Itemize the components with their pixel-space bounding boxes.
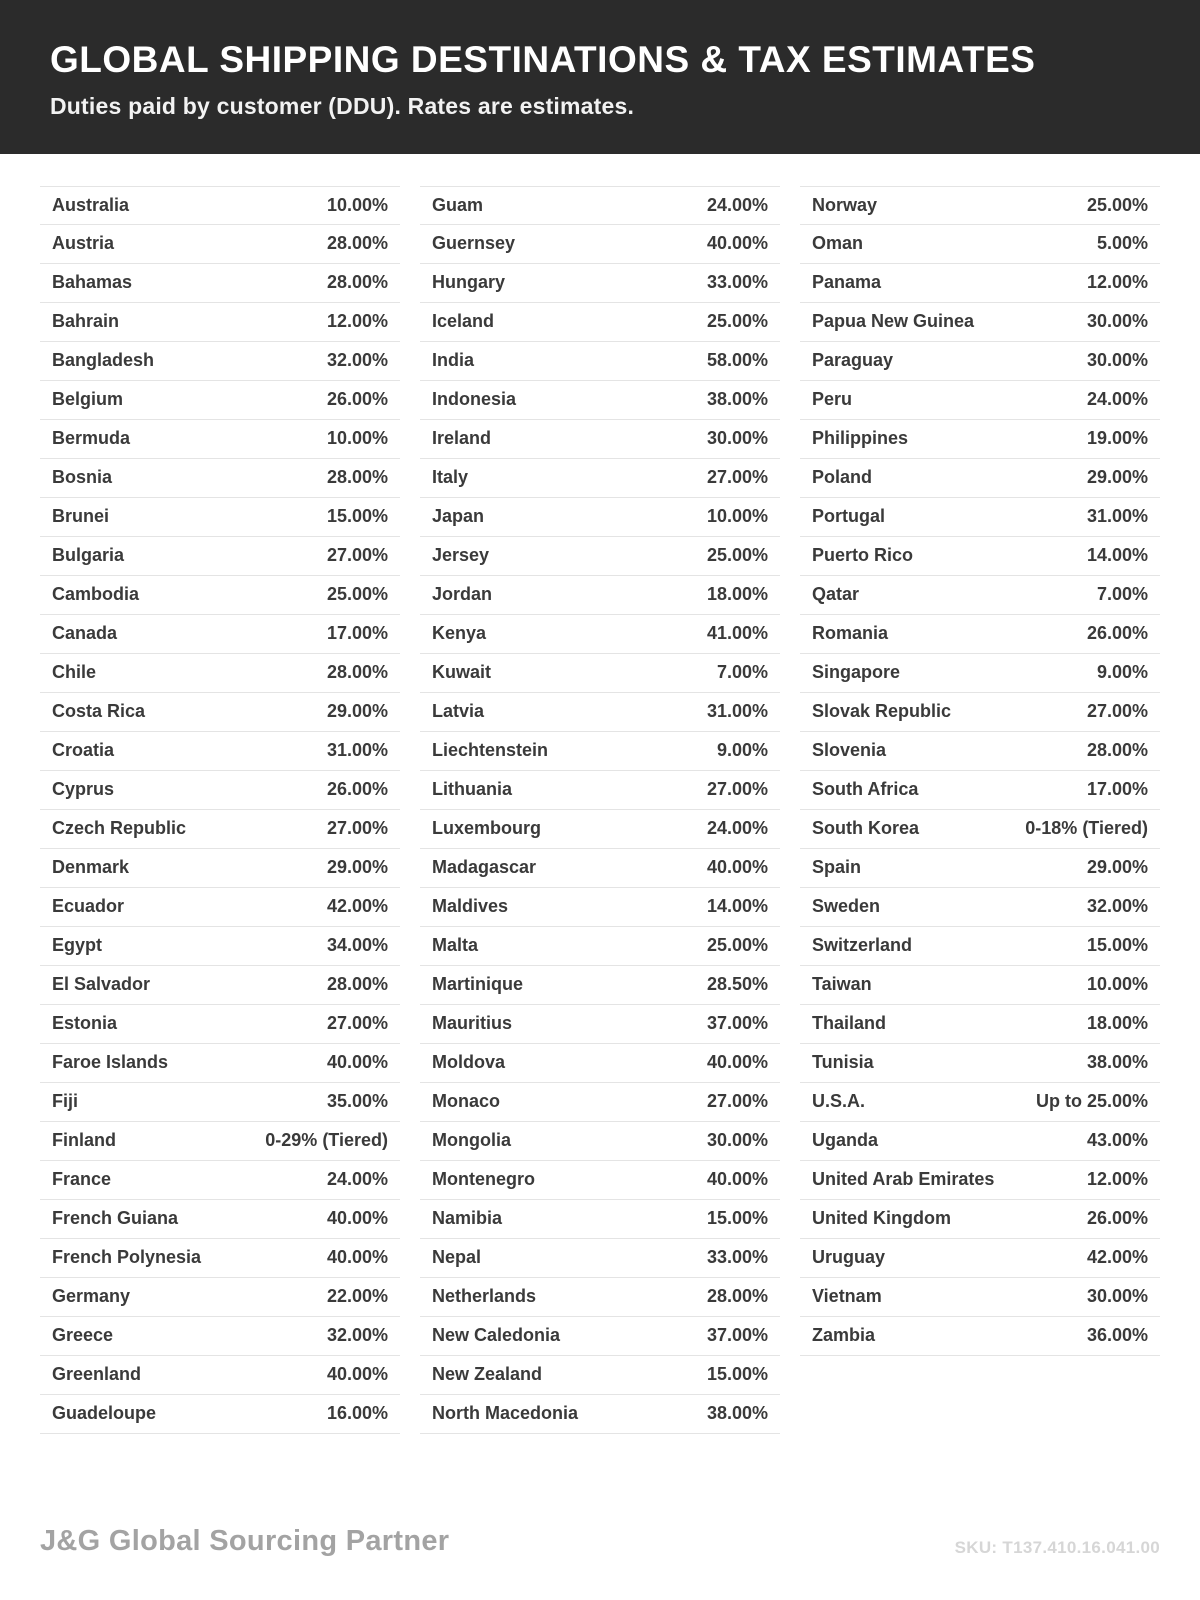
- country-name: Romania: [812, 623, 889, 644]
- country-name: Costa Rica: [52, 701, 146, 722]
- tax-rate: 25.00%: [706, 935, 768, 956]
- country-name: U.S.A.: [812, 1091, 866, 1112]
- tax-rate: 18.00%: [706, 584, 768, 605]
- table-row: [420, 1395, 780, 1434]
- country-name: Guernsey: [432, 233, 516, 254]
- country-name: Estonia: [52, 1013, 118, 1034]
- table-row: [800, 381, 1160, 420]
- tax-rate: 28.00%: [326, 467, 388, 488]
- country-name: Puerto Rico: [812, 545, 914, 566]
- table-row: [420, 576, 780, 615]
- table-row: [420, 1161, 780, 1200]
- table-row: [420, 927, 780, 966]
- country-name: Greece: [52, 1325, 114, 1346]
- table-row: [420, 810, 780, 849]
- country-name: Faroe Islands: [52, 1052, 169, 1073]
- country-name: Jersey: [432, 545, 490, 566]
- country-name: Paraguay: [812, 350, 894, 371]
- tax-rate: 10.00%: [706, 506, 768, 527]
- tax-rate: 15.00%: [326, 506, 388, 527]
- tax-rate: 26.00%: [326, 389, 388, 410]
- tax-rate: 24.00%: [706, 194, 768, 215]
- tax-rate: 28.00%: [326, 662, 388, 683]
- tax-rate: 40.00%: [706, 1052, 768, 1073]
- table-row: [40, 1395, 400, 1434]
- table-row: [800, 810, 1160, 849]
- table-row: [40, 264, 400, 303]
- country-name: Zambia: [812, 1325, 876, 1346]
- tax-rate: 14.00%: [706, 896, 768, 917]
- table-row: [800, 732, 1160, 771]
- table-row: [40, 927, 400, 966]
- table-row: [40, 459, 400, 498]
- country-name: Chile: [52, 662, 97, 683]
- country-name: Slovak Republic: [812, 701, 952, 722]
- tax-rate: 38.00%: [1086, 1052, 1148, 1073]
- table-row: [800, 1044, 1160, 1083]
- tax-rate: 40.00%: [326, 1052, 388, 1073]
- tax-rate: 27.00%: [326, 1013, 388, 1034]
- table-row: [40, 537, 400, 576]
- table-row: [420, 498, 780, 537]
- table-row: [800, 1200, 1160, 1239]
- table-row: [420, 1005, 780, 1044]
- tax-rate: 15.00%: [706, 1364, 768, 1385]
- country-name: Egypt: [52, 935, 103, 956]
- table-row: [800, 1317, 1160, 1356]
- table-row: [800, 1161, 1160, 1200]
- country-name: Taiwan: [812, 974, 872, 995]
- tax-rate: 25.00%: [706, 545, 768, 566]
- tax-rate: 18.00%: [1086, 1013, 1148, 1034]
- tax-rate: 30.00%: [1086, 350, 1148, 371]
- country-name: Denmark: [52, 857, 130, 878]
- tax-rate: 29.00%: [326, 857, 388, 878]
- tax-rate: 33.00%: [706, 1247, 768, 1268]
- tax-rate: 42.00%: [1086, 1247, 1148, 1268]
- rates-column-1: [40, 186, 400, 1434]
- country-name: Moldova: [432, 1052, 506, 1073]
- tax-rate: 0-18% (Tiered): [1025, 818, 1148, 839]
- tax-rate: 31.00%: [706, 701, 768, 722]
- tax-rate: 16.00%: [326, 1403, 388, 1424]
- table-row: [40, 693, 400, 732]
- table-row: [40, 342, 400, 381]
- table-row: [800, 1278, 1160, 1317]
- table-row: [420, 459, 780, 498]
- table-row: [800, 1083, 1160, 1122]
- tax-rate: 37.00%: [706, 1325, 768, 1346]
- table-row: [800, 771, 1160, 810]
- country-name: Luxembourg: [432, 818, 542, 839]
- country-name: Slovenia: [812, 740, 887, 761]
- country-name: Switzerland: [812, 935, 913, 956]
- country-name: Fiji: [52, 1091, 78, 1112]
- country-name: Vietnam: [812, 1286, 882, 1307]
- tax-rate: 28.00%: [326, 233, 388, 254]
- table-row: [420, 420, 780, 459]
- country-name: Tunisia: [812, 1052, 874, 1073]
- country-name: Peru: [812, 389, 853, 410]
- country-name: Croatia: [52, 740, 115, 761]
- tax-rate: 12.00%: [1086, 1169, 1148, 1190]
- country-name: Bulgaria: [52, 545, 125, 566]
- country-name: Portugal: [812, 506, 886, 527]
- tax-rate: 32.00%: [326, 1325, 388, 1346]
- table-row: [800, 420, 1160, 459]
- table-row: [800, 1005, 1160, 1044]
- table-row: [420, 186, 780, 225]
- country-name: Singapore: [812, 662, 901, 683]
- country-name: Jordan: [432, 584, 493, 605]
- country-name: Netherlands: [432, 1286, 537, 1307]
- country-name: United Kingdom: [812, 1208, 951, 1229]
- table-row: [800, 1239, 1160, 1278]
- table-row: [40, 1161, 400, 1200]
- table-row: [40, 888, 400, 927]
- tax-rate: 29.00%: [1086, 857, 1148, 878]
- country-name: Finland: [52, 1130, 116, 1151]
- tax-rate: 14.00%: [1086, 545, 1148, 566]
- tax-rate: 28.00%: [326, 974, 388, 995]
- table-row: [420, 966, 780, 1005]
- tax-rate: 40.00%: [326, 1247, 388, 1268]
- table-row: [40, 186, 400, 225]
- tax-rate: 10.00%: [326, 428, 388, 449]
- country-name: El Salvador: [52, 974, 151, 995]
- table-row: [800, 186, 1160, 225]
- table-row: [40, 1356, 400, 1395]
- country-name: Kuwait: [432, 662, 492, 683]
- tax-rate: 22.00%: [326, 1286, 388, 1307]
- tax-rate: 15.00%: [1086, 935, 1148, 956]
- country-name: Germany: [52, 1286, 131, 1307]
- tax-rate: 28.00%: [706, 1286, 768, 1307]
- tax-rate: 24.00%: [326, 1169, 388, 1190]
- country-name: Czech Republic: [52, 818, 187, 839]
- tax-rate: 9.00%: [1096, 662, 1148, 683]
- country-name: Bangladesh: [52, 350, 155, 371]
- country-name: Norway: [812, 194, 878, 215]
- country-name: Namibia: [432, 1208, 503, 1229]
- rates-table: [0, 154, 1200, 1434]
- country-name: Monaco: [432, 1091, 501, 1112]
- footer: [40, 1525, 1160, 1558]
- table-row: [40, 1005, 400, 1044]
- tax-rate: 7.00%: [716, 662, 768, 683]
- table-row: [800, 927, 1160, 966]
- country-name: Poland: [812, 467, 873, 488]
- table-row: [800, 888, 1160, 927]
- table-row: [40, 1278, 400, 1317]
- table-row: [800, 966, 1160, 1005]
- tax-rate: 38.00%: [706, 389, 768, 410]
- table-row: [800, 303, 1160, 342]
- tax-rate: 29.00%: [1086, 467, 1148, 488]
- tax-rate: 26.00%: [1086, 623, 1148, 644]
- tax-rate: 29.00%: [326, 701, 388, 722]
- country-name: Bahrain: [52, 311, 120, 332]
- country-name: Spain: [812, 857, 862, 878]
- table-row: [420, 615, 780, 654]
- table-row: [40, 1044, 400, 1083]
- country-name: Ireland: [432, 428, 492, 449]
- table-row: [40, 1200, 400, 1239]
- tax-rate: 10.00%: [326, 194, 388, 215]
- country-name: Panama: [812, 272, 882, 293]
- country-name: India: [432, 350, 475, 371]
- table-row: [40, 771, 400, 810]
- country-name: Guam: [432, 194, 484, 215]
- header: [0, 0, 1200, 154]
- country-name: Thailand: [812, 1013, 887, 1034]
- table-row: [800, 1122, 1160, 1161]
- table-row: [420, 1200, 780, 1239]
- table-row: [420, 1317, 780, 1356]
- tax-rate: 32.00%: [1086, 896, 1148, 917]
- tax-rate: 10.00%: [1086, 974, 1148, 995]
- table-row: [420, 225, 780, 264]
- tax-rate: 27.00%: [1086, 701, 1148, 722]
- country-name: New Zealand: [432, 1364, 543, 1385]
- tax-rate: 26.00%: [326, 779, 388, 800]
- country-name: Belgium: [52, 389, 124, 410]
- table-row: [40, 381, 400, 420]
- country-name: Canada: [52, 623, 118, 644]
- tax-rate: 0-29% (Tiered): [265, 1130, 388, 1151]
- country-name: Latvia: [432, 701, 485, 722]
- tax-rate: 32.00%: [326, 350, 388, 371]
- country-name: Uruguay: [812, 1247, 886, 1268]
- table-row: [420, 654, 780, 693]
- tax-rate: 25.00%: [706, 311, 768, 332]
- country-name: Oman: [812, 233, 864, 254]
- tax-rate: 27.00%: [706, 467, 768, 488]
- table-row: [800, 225, 1160, 264]
- table-row: [420, 1356, 780, 1395]
- country-name: French Guiana: [52, 1208, 179, 1229]
- tax-rate: 41.00%: [706, 623, 768, 644]
- tax-rate: 15.00%: [706, 1208, 768, 1229]
- tax-rate: 27.00%: [326, 818, 388, 839]
- table-row: [800, 615, 1160, 654]
- table-row: [800, 654, 1160, 693]
- tax-rate: 58.00%: [706, 350, 768, 371]
- tax-rate: 40.00%: [706, 857, 768, 878]
- table-row: [800, 693, 1160, 732]
- tax-rate: 28.50%: [706, 974, 768, 995]
- table-row: [420, 537, 780, 576]
- tax-rate: 31.00%: [1086, 506, 1148, 527]
- table-row: [800, 264, 1160, 303]
- tax-rate: 17.00%: [1086, 779, 1148, 800]
- sku-text: SKU: T137.410.16.041.00: [954, 1538, 1160, 1557]
- tax-rate: 33.00%: [706, 272, 768, 293]
- tax-rate: 7.00%: [1096, 584, 1148, 605]
- country-name: Italy: [432, 467, 469, 488]
- country-name: North Macedonia: [432, 1403, 579, 1424]
- tax-rate: 31.00%: [326, 740, 388, 761]
- tax-rate: 30.00%: [706, 428, 768, 449]
- page-subtitle: Duties paid by customer (DDU). Rates are estimates.: [50, 92, 635, 119]
- country-name: Uganda: [812, 1130, 879, 1151]
- country-name: Montenegro: [432, 1169, 535, 1190]
- table-row: [420, 1044, 780, 1083]
- country-name: Malta: [432, 935, 479, 956]
- table-row: [40, 303, 400, 342]
- table-row: [800, 459, 1160, 498]
- tax-rate: 9.00%: [716, 740, 768, 761]
- country-name: Cambodia: [52, 584, 140, 605]
- table-row: [40, 615, 400, 654]
- country-name: Liechtenstein: [432, 740, 549, 761]
- country-name: Qatar: [812, 584, 860, 605]
- table-row: [420, 1122, 780, 1161]
- tax-rate: 24.00%: [1086, 389, 1148, 410]
- table-row: [420, 888, 780, 927]
- rates-column-2: [420, 186, 780, 1434]
- page-title: GLOBAL SHIPPING DESTINATIONS & TAX ESTIMATES: [50, 39, 1036, 80]
- tax-rate: 34.00%: [326, 935, 388, 956]
- tax-rate: 17.00%: [326, 623, 388, 644]
- tax-rate: 36.00%: [1086, 1325, 1148, 1346]
- country-name: South Africa: [812, 779, 919, 800]
- table-row: [40, 1239, 400, 1278]
- tax-rate: 27.00%: [706, 1091, 768, 1112]
- table-row: [420, 849, 780, 888]
- table-row: [40, 420, 400, 459]
- tax-rate: 12.00%: [1086, 272, 1148, 293]
- country-name: Australia: [52, 194, 130, 215]
- table-row: [800, 576, 1160, 615]
- country-name: Guadeloupe: [52, 1403, 157, 1424]
- country-name: Greenland: [52, 1364, 142, 1385]
- tax-rate: 42.00%: [326, 896, 388, 917]
- tax-rate: 25.00%: [326, 584, 388, 605]
- table-row: [40, 810, 400, 849]
- table-row: [420, 342, 780, 381]
- table-row: [420, 1278, 780, 1317]
- tax-rate: 12.00%: [326, 311, 388, 332]
- country-name: Bermuda: [52, 428, 131, 449]
- country-name: Lithuania: [432, 779, 512, 800]
- rates-column-3: [800, 186, 1160, 1356]
- table-row: [800, 342, 1160, 381]
- table-row: [420, 732, 780, 771]
- tax-rate: 38.00%: [706, 1403, 768, 1424]
- country-name: Bosnia: [52, 467, 113, 488]
- table-row: [420, 264, 780, 303]
- table-row: [40, 1122, 400, 1161]
- country-name: South Korea: [812, 818, 920, 839]
- table-row: [800, 498, 1160, 537]
- country-name: Philippines: [812, 428, 909, 449]
- tax-rate: 37.00%: [706, 1013, 768, 1034]
- table-row: [420, 1083, 780, 1122]
- country-name: Martinique: [432, 974, 524, 995]
- country-name: Mauritius: [432, 1013, 513, 1034]
- tax-rate: 26.00%: [1086, 1208, 1148, 1229]
- country-name: Brunei: [52, 506, 110, 527]
- table-row: [40, 732, 400, 771]
- country-name: Austria: [52, 233, 115, 254]
- brand-text: J&G Global Sourcing Partner: [40, 1525, 450, 1557]
- tax-rate: 28.00%: [326, 272, 388, 293]
- country-name: Indonesia: [432, 389, 517, 410]
- country-name: Hungary: [432, 272, 506, 293]
- tax-rate: 5.00%: [1096, 233, 1148, 254]
- country-name: Madagascar: [432, 857, 537, 878]
- table-row: [40, 225, 400, 264]
- table-row: [40, 1083, 400, 1122]
- table-row: [420, 303, 780, 342]
- tax-rate: 43.00%: [1086, 1130, 1148, 1151]
- tax-rate: 19.00%: [1086, 428, 1148, 449]
- tax-rate: 24.00%: [706, 818, 768, 839]
- country-name: Papua New Guinea: [812, 311, 975, 332]
- tax-rate: 27.00%: [326, 545, 388, 566]
- tax-rate: 40.00%: [706, 233, 768, 254]
- country-name: Nepal: [432, 1247, 482, 1268]
- table-row: [40, 654, 400, 693]
- table-row: [420, 381, 780, 420]
- table-row: [40, 966, 400, 1005]
- country-name: Ecuador: [52, 896, 125, 917]
- tax-rate: 30.00%: [706, 1130, 768, 1151]
- tax-rate: 25.00%: [1086, 194, 1148, 215]
- country-name: Cyprus: [52, 779, 115, 800]
- tax-rate: 40.00%: [326, 1208, 388, 1229]
- tax-rate: 35.00%: [326, 1091, 388, 1112]
- tax-rate: 30.00%: [1086, 311, 1148, 332]
- table-row: [40, 498, 400, 537]
- tax-rate: Up to 25.00%: [1035, 1091, 1148, 1112]
- table-row: [40, 576, 400, 615]
- country-name: France: [52, 1169, 112, 1190]
- table-row: [40, 849, 400, 888]
- table-row: [420, 771, 780, 810]
- country-name: Sweden: [812, 896, 881, 917]
- table-row: [800, 537, 1160, 576]
- country-name: Bahamas: [52, 272, 133, 293]
- country-name: United Arab Emirates: [812, 1169, 995, 1190]
- country-name: Mongolia: [432, 1130, 511, 1151]
- country-name: Japan: [432, 506, 485, 527]
- tax-rate: 27.00%: [706, 779, 768, 800]
- country-name: Iceland: [432, 311, 495, 332]
- table-row: [420, 693, 780, 732]
- country-name: New Caledonia: [432, 1325, 561, 1346]
- country-name: Kenya: [432, 623, 487, 644]
- tax-rate: 30.00%: [1086, 1286, 1148, 1307]
- tax-rate: 40.00%: [706, 1169, 768, 1190]
- country-name: French Polynesia: [52, 1247, 202, 1268]
- country-name: Maldives: [432, 896, 509, 917]
- tax-rate: 40.00%: [326, 1364, 388, 1385]
- tax-rate: 28.00%: [1086, 740, 1148, 761]
- table-row: [40, 1317, 400, 1356]
- table-row: [800, 849, 1160, 888]
- table-row: [420, 1239, 780, 1278]
